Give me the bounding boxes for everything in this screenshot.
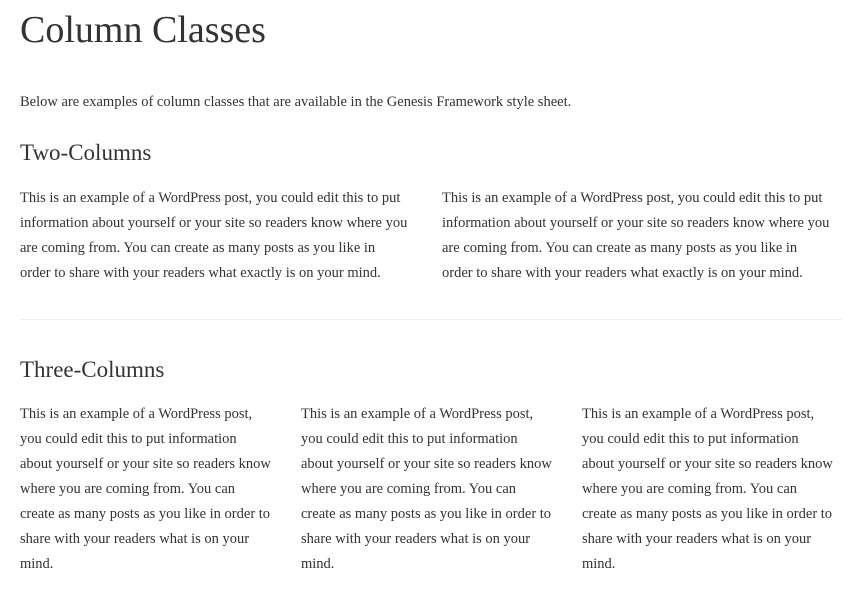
text-line: about yourself or your site so readers know — [20, 456, 271, 472]
text-line: This is an example of a WordPress post, — [301, 406, 534, 422]
text-line: create as many posts as you like in order to — [20, 506, 271, 522]
text-line: create as many posts as you like in order to — [301, 506, 552, 522]
text-line: about yourself or your site so readers know — [301, 456, 552, 472]
text-line: information about yourself or your site so readers know where you — [442, 215, 830, 231]
text-line: where you are coming from. You can — [582, 481, 798, 497]
three-column-third — [582, 402, 833, 577]
text-line: This is an example of a WordPress post, — [582, 406, 815, 422]
text-line: mind. — [301, 556, 335, 572]
section-divider — [20, 319, 842, 320]
text-line: where you are coming from. You can — [20, 481, 236, 497]
text-line: information about yourself or your site so readers know where you — [20, 215, 408, 231]
text-line: This is an example of a WordPress post, you could edit this to put — [20, 190, 401, 206]
two-column-second — [442, 186, 829, 286]
text-line: where you are coming from. You can — [301, 481, 517, 497]
text-line: order to share with your readers what exactly is on your mind. — [442, 265, 803, 281]
text-line: you could edit this to put information — [301, 431, 518, 447]
text-line: create as many posts as you like in order to — [582, 506, 833, 522]
three-column-first — [20, 402, 271, 577]
text-line: mind. — [582, 556, 616, 572]
two-column-first — [20, 186, 407, 286]
text-line: mind. — [20, 556, 54, 572]
text-line: are coming from. You can create as many posts as you like in — [442, 240, 798, 256]
text-line: share with your readers what is on your — [20, 531, 250, 547]
text-line: are coming from. You can create as many posts as you like in — [20, 240, 376, 256]
text-line: you could edit this to put information — [582, 431, 799, 447]
text-line: This is an example of a WordPress post, you could edit this to put — [442, 190, 823, 206]
three-column-second — [301, 402, 552, 577]
text-line: you could edit this to put information — [20, 431, 237, 447]
text-line: share with your readers what is on your — [582, 531, 812, 547]
page-title: Column Classes — [20, 9, 266, 51]
text-line: This is an example of a WordPress post, — [20, 406, 253, 422]
text-line: order to share with your readers what exactly is on your mind. — [20, 265, 381, 281]
two-columns-heading: Two-Columns — [20, 140, 152, 165]
three-columns-heading: Three-Columns — [20, 357, 165, 382]
text-line: share with your readers what is on your — [301, 531, 531, 547]
intro-text: Below are examples of column classes that are available in the Genesis Framework style sheet. — [20, 94, 572, 110]
text-line: about yourself or your site so readers know — [582, 456, 833, 472]
